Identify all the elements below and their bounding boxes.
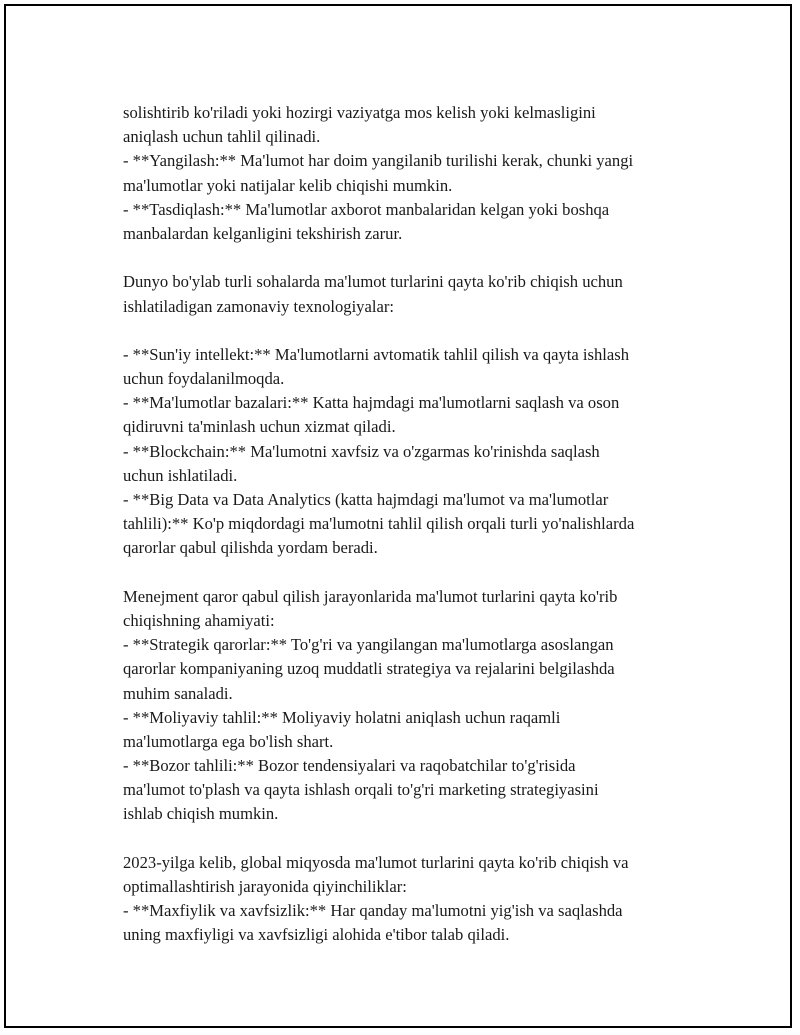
text-line: - **Tasdiqlash:** Ma'lumotlar axborot manbalaridan kelgan yoki boshqa bbox=[123, 199, 610, 219]
text-line: ma'lumot to'plash va qayta ishlash orqali to'g'ri marketing strategiyasini bbox=[123, 780, 599, 800]
paragraph-gap bbox=[123, 319, 708, 343]
text-line: ishlab chiqish mumkin. bbox=[123, 804, 279, 824]
text-line: qarorlar kompaniyaning uzoq muddatli strategiya va rejalarini belgilashda bbox=[123, 659, 615, 679]
text-line: qidiruvni ta'minlash uchun xizmat qiladi. bbox=[123, 417, 396, 437]
text-line: uchun foydalanilmoqda. bbox=[123, 369, 285, 389]
text-line: - **Bozor tahlili:** Bozor tendensiyalari va raqobatchilar to'g'risida bbox=[123, 756, 576, 776]
text-line: - **Blockchain:** Ma'lumotni xavfsiz va o'zgarmas ko'rinishda saqlash bbox=[123, 441, 600, 461]
text-line: Menejment qaror qabul qilish jarayonlarida ma'lumot turlarini qayta ko'rib bbox=[123, 586, 618, 606]
text-line: tahlili):** Ko'p miqdordagi ma'lumotni tahlil qilish orqali turli yo'nalishlarda bbox=[123, 514, 635, 534]
text-line: Dunyo bo'ylab turli sohalarda ma'lumot turlarini qayta ko'rib chiqish uchun bbox=[123, 272, 623, 292]
text-line: solishtirib ko'riladi yoki hozirgi vaziyatga mos kelish yoki kelmasligini bbox=[123, 103, 596, 122]
text-line: qarorlar qabul qilishda yordam beradi. bbox=[123, 538, 378, 558]
text-line: uchun ishlatiladi. bbox=[123, 465, 238, 485]
text-line: - **Yangilash:** Ma'lumot har doim yangilanib turilishi kerak, chunki yangi bbox=[123, 151, 634, 171]
text-line: ma'lumotlar yoki natijalar kelib chiqishi mumkin. bbox=[123, 175, 453, 195]
text-line: - **Maxfiylik va xavfsizlik:** Har qanday ma'lumotni yig'ish va saqlashda bbox=[123, 901, 623, 921]
text-line: chiqishning ahamiyati: bbox=[123, 610, 275, 630]
text-line: aniqlash uchun tahlil qilinadi. bbox=[123, 127, 321, 147]
text-line: - **Strategik qarorlar:** To'g'ri va yangilangan ma'lumotlarga asoslangan bbox=[123, 635, 614, 655]
text-line: manbalardan kelganligini tekshirish zarur. bbox=[123, 223, 403, 243]
text-line: 2023-yilga kelib, global miqyosda ma'lumot turlarini qayta ko'rib chiqish va bbox=[123, 852, 629, 872]
document-body bbox=[123, 101, 708, 948]
paragraph-gap bbox=[123, 561, 708, 585]
text-line: - **Moliyaviy tahlil:** Moliyaviy holatni aniqlash uchun raqamli bbox=[123, 707, 561, 727]
text-line: ma'lumotlarga ega bo'lish shart. bbox=[123, 731, 334, 751]
text-line: optimallashtirish jarayonida qiyinchiliklar: bbox=[123, 877, 407, 896]
text-line: uning maxfiyligi va xavfsizligi alohida e'tibor talab qiladi. bbox=[123, 925, 510, 945]
text-line: - **Sun'iy intellekt:** Ma'lumotlarni avtomatik tahlil qilish va qayta ishlash bbox=[123, 344, 630, 364]
text-line: - **Big Data va Data Analytics (katta hajmdagi ma'lumot va ma'lumotlar bbox=[123, 490, 609, 509]
text-line: muhim sanaladi. bbox=[123, 683, 233, 703]
paragraph-gap bbox=[123, 827, 708, 851]
text-line: - **Ma'lumotlar bazalari:** Katta hajmdagi ma'lumotlarni saqlash va oson bbox=[123, 393, 620, 413]
page-frame bbox=[4, 4, 792, 1028]
text-line: ishlatiladigan zamonaviy texnologiyalar: bbox=[123, 296, 394, 316]
paragraph-gap bbox=[123, 246, 708, 270]
